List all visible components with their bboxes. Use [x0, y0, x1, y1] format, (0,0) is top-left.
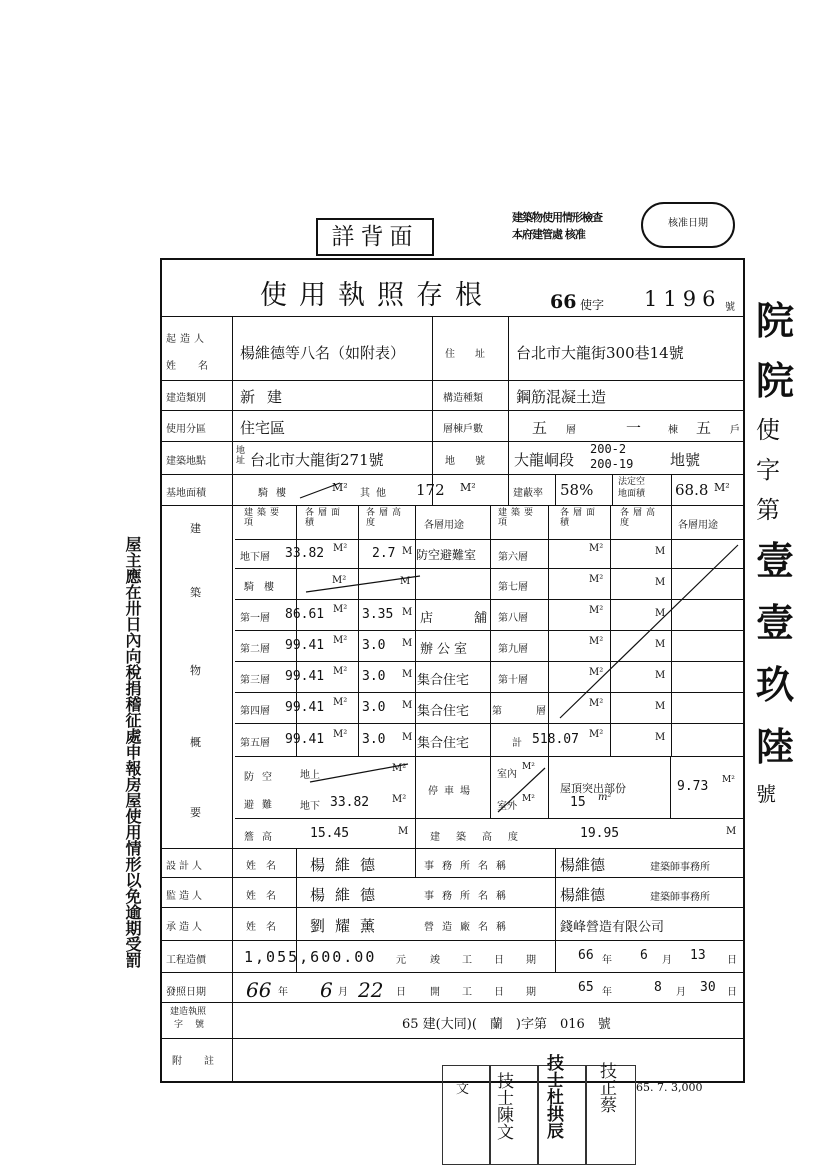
parking-in-label: 室內	[497, 769, 517, 780]
floor-area-5: 99.41	[285, 700, 325, 715]
lot-b2: 200-19	[590, 457, 634, 471]
detail-back-stamp: 詳背面	[316, 218, 434, 256]
floor-height-unit-2: M	[402, 607, 413, 618]
floor-use-0: 防空避難室	[416, 548, 477, 562]
done-day: 13	[690, 948, 706, 963]
hdr-use-right: 各層用途	[678, 520, 718, 531]
floor-area-2: 86.61	[285, 607, 325, 622]
contractor-label: 承造人	[166, 922, 205, 933]
eave-value: 15.45	[310, 826, 350, 841]
approval-stamp-circle-text: 核准日期	[668, 218, 708, 229]
floors-f: 戶	[730, 425, 740, 436]
side-char: 建	[190, 522, 201, 535]
supervisor-label: 監造人	[166, 891, 205, 902]
lot-c: 地號	[670, 451, 701, 469]
parking-out-unit: M²	[522, 794, 535, 804]
shelter-label-2: 避難	[244, 800, 280, 811]
approval-stamp-line2: 本府建管處 核准	[512, 228, 585, 241]
done-d: 日	[727, 955, 737, 966]
office-label-2: 事務所名稱	[424, 891, 514, 902]
contractor-name: 劉耀薰	[310, 917, 386, 935]
floor-area-unit-3: M²	[333, 635, 348, 646]
area-label: 基地面積	[166, 488, 206, 499]
form-code: 65. 7. 3,000	[636, 1081, 703, 1094]
company-label: 營造廠名稱	[424, 922, 514, 933]
floor-height-unit-1: M	[400, 576, 411, 587]
floors-a: 五	[532, 419, 548, 437]
floor-r-name-5: 第 層	[492, 706, 558, 717]
cost-unit: 元	[396, 955, 406, 966]
floor-r-name-2: 第八層	[498, 613, 528, 624]
strike-shelter-up	[310, 764, 408, 782]
approval-stamp-line1: 建築物使用情形檢查	[512, 211, 602, 224]
form-title: 使用執照存根	[260, 280, 494, 311]
office-suffix-1: 建築師事務所	[650, 862, 710, 873]
inspect-box-label-1: 文	[456, 1082, 470, 1097]
floor-height-unit-5: M	[402, 700, 413, 711]
side-char: 要	[190, 806, 201, 819]
office-name-1: 楊維德	[560, 856, 606, 874]
floor-use-6: 集合住宅	[417, 736, 470, 751]
shelter-down-label: 地下	[300, 801, 320, 812]
issue-d: 日	[396, 987, 406, 998]
floor-r-name-0: 第六層	[498, 552, 528, 563]
side-char: 概	[190, 736, 201, 749]
other-unit: M²	[460, 481, 476, 494]
cost-value: 1,055,600.00	[244, 948, 377, 966]
designer-name: 楊維德	[310, 856, 386, 874]
done-y: 年	[602, 955, 612, 966]
floor-height-unit-3: M	[402, 638, 413, 649]
applicant-address: 台北市大龍街300巷14號	[516, 344, 684, 362]
floors-b: 層	[566, 425, 576, 436]
contractor-name-label: 姓名	[246, 922, 286, 933]
floor-r-height-unit-1: M	[655, 577, 666, 588]
eave-unit: M	[398, 826, 409, 837]
right-char: 壹	[756, 600, 795, 645]
floor-use-5: 集合住宅	[417, 704, 470, 719]
office-label-1: 事務所名稱	[424, 861, 514, 872]
floors-e: 五	[696, 419, 712, 437]
floor-use-3: 辦公室	[420, 642, 472, 657]
strike-parking	[498, 768, 545, 812]
building-structure: 鋼筋混凝土造	[516, 388, 607, 406]
start-day: 30	[700, 980, 716, 995]
supervisor-name-label: 姓名	[246, 891, 286, 902]
stamp-c: 技正蔡	[596, 1062, 616, 1113]
floor-use-4: 集合住宅	[417, 673, 470, 688]
lot-a: 大龍峒段	[514, 451, 575, 469]
floor-area-unit-2: M²	[333, 604, 348, 615]
floor-name-1: 騎樓	[244, 582, 284, 593]
coverage: 58%	[560, 481, 594, 499]
floor-name-2: 第一層	[240, 613, 270, 624]
done-month: 6	[640, 948, 648, 963]
permit-no-suffix: 號	[725, 302, 735, 313]
right-char: 第	[756, 496, 780, 524]
parking-in-unit: M²	[522, 762, 535, 772]
side-char: 築	[190, 586, 201, 599]
building-type: 新建	[240, 388, 295, 406]
done-label: 竣工日期	[430, 955, 558, 966]
structure-label: 構造種類	[443, 393, 483, 404]
floor-r-height-unit-2: M	[655, 608, 666, 619]
start-y: 年	[602, 987, 612, 998]
floor-area-4: 99.41	[285, 669, 325, 684]
floor-height-0: 2.7	[372, 546, 396, 561]
shelter-up-label: 地上	[300, 770, 320, 781]
permit-no-prefix: 66	[550, 291, 577, 313]
floor-height-3: 3.0	[362, 638, 386, 653]
hdr-area-right: 各層面積	[560, 508, 600, 528]
start-m: 月	[676, 987, 686, 998]
left-margin-notice: 屋主應在卅日內向稅捐稽征處申報房屋使用情形以免逾期受罰	[123, 536, 142, 968]
floor-area-unit-0: M²	[333, 543, 348, 554]
right-char: 玖	[756, 662, 795, 707]
shelter-down-unit: M²	[392, 794, 407, 805]
done-year: 66	[578, 948, 594, 963]
roof-value: 9.73	[677, 779, 709, 794]
hdr-height-left: 各層高度	[366, 508, 406, 528]
parking-label: 停車場	[428, 786, 476, 797]
floor-area-unit-6: M²	[333, 729, 348, 740]
roof-unit: M²	[722, 775, 735, 785]
floor-r-area-unit-6: M²	[589, 729, 604, 740]
issue-year: 66	[246, 978, 272, 1002]
floor-r-area-unit-4: M²	[589, 667, 604, 678]
other-area: 172	[416, 481, 445, 499]
eave-label: 簷高	[244, 832, 280, 843]
hdr-item-left: 建築要項	[244, 508, 284, 528]
cost-label: 工程造價	[166, 955, 206, 966]
applicant-name: 楊維德等八名（如附表）	[240, 344, 406, 362]
floor-name-3: 第二層	[240, 644, 270, 655]
strike-right-floors	[560, 545, 738, 718]
permit-label-1: 建造執照	[170, 1007, 207, 1017]
strike-arcade-area	[300, 483, 340, 498]
floor-r-name-4: 第十層	[498, 675, 528, 686]
right-char: 院	[756, 298, 795, 343]
floor-height-2: 3.35	[362, 607, 394, 622]
floor-height-5: 3.0	[362, 700, 386, 715]
hdr-area-left: 各層面積	[305, 508, 345, 528]
roof-label: 屋頂突出部份	[560, 782, 626, 795]
shelter-label-1: 防空	[244, 772, 280, 783]
floor-area-6: 99.41	[285, 732, 325, 747]
right-char: 使	[756, 416, 780, 444]
floor-name-4: 第三層	[240, 675, 270, 686]
arcade-unit: M²	[332, 481, 348, 494]
floor-height-unit-4: M	[402, 669, 413, 680]
issue-y: 年	[278, 987, 288, 998]
office-suffix-2: 建築師事務所	[650, 892, 710, 903]
issue-day: 22	[358, 978, 384, 1002]
permit-number: 65 建(大同)( 蘭 )字第 016 號	[402, 1017, 611, 1032]
issue-month: 6	[320, 978, 333, 1002]
address-label: 住址	[445, 349, 505, 360]
building-height-label: 建築高度	[430, 832, 534, 843]
start-month: 8	[654, 980, 662, 995]
legal-label-1: 法定空	[618, 477, 646, 487]
floor-height-unit-0: M	[402, 546, 413, 557]
floor-r-area-unit-1: M²	[589, 574, 604, 585]
address-tag: 地址	[236, 446, 246, 466]
permit-no-number: 1196	[644, 287, 722, 311]
floor-r-name-1: 第七層	[498, 582, 528, 593]
legal-area: 68.8	[675, 481, 709, 499]
permit-label-2: 字號	[174, 1020, 217, 1030]
company-name: 錢峰營造有限公司	[560, 920, 665, 935]
floor-r-height-unit-4: M	[655, 670, 666, 681]
done-m: 月	[662, 955, 672, 966]
hdr-height-right: 各層高度	[620, 508, 660, 528]
office-name-2: 楊維德	[560, 886, 606, 904]
floors-label: 層棟戶數	[443, 424, 483, 435]
floor-height-4: 3.0	[362, 669, 386, 684]
building-zone: 住宅區	[240, 419, 286, 437]
applicant-label-a: 起造人	[166, 334, 208, 345]
building-height-unit: M	[726, 826, 737, 837]
floor-r-height-unit-5: M	[655, 701, 666, 712]
zone-label: 使用分區	[166, 424, 206, 435]
location-label: 建築地點	[166, 456, 206, 467]
parking-value-unit: m²	[598, 792, 612, 803]
side-char: 物	[190, 664, 201, 677]
coverage-label: 建蔽率	[513, 488, 543, 499]
note-label: 附註	[172, 1056, 236, 1067]
lot-b1: 200-2	[590, 442, 627, 456]
floor-area-unit-5: M²	[333, 697, 348, 708]
floor-name-5: 第四層	[240, 706, 270, 717]
type-label: 建造類別	[166, 393, 206, 404]
floor-area-unit-1: M²	[332, 575, 347, 586]
start-year: 65	[578, 980, 594, 995]
floor-r-area-unit-0: M²	[589, 543, 604, 554]
floor-area-unit-4: M²	[333, 666, 348, 677]
floor-use-2: 店 舖	[420, 611, 502, 626]
parking-out-label: 室外	[497, 801, 517, 812]
arcade-label: 騎樓	[258, 488, 294, 499]
floor-area-0: 33.82	[285, 546, 325, 561]
shelter-down-value: 33.82	[330, 795, 370, 810]
other-label: 其他	[360, 488, 392, 499]
issue-m: 月	[338, 987, 348, 998]
right-char: 字	[756, 456, 780, 484]
floor-name-6: 第五層	[240, 738, 270, 749]
floor-r-height-unit-6: M	[655, 732, 666, 743]
floor-r-name-6: 計	[512, 738, 522, 749]
strike-arcade-row	[306, 576, 420, 592]
parking-value: 15	[570, 795, 586, 810]
start-label: 開工日期	[430, 987, 558, 998]
floor-r-height-unit-3: M	[655, 639, 666, 650]
floor-r-height-unit-0: M	[655, 546, 666, 557]
floor-area-3: 99.41	[285, 638, 325, 653]
lot-label: 地號	[445, 456, 505, 467]
designer-name-label: 姓名	[246, 861, 286, 872]
right-char: 壹	[756, 538, 795, 583]
legal-label-2: 地面積	[618, 489, 646, 499]
floor-r-name-3: 第九層	[498, 644, 528, 655]
stamp-a: 技士陳文	[493, 1072, 513, 1140]
right-char: 院	[756, 358, 795, 403]
building-height-value: 19.95	[580, 826, 620, 841]
start-d: 日	[727, 987, 737, 998]
floor-r-area-unit-3: M²	[589, 636, 604, 647]
site-location: 台北市大龍街271號	[250, 451, 384, 469]
right-char: 號	[756, 782, 776, 806]
legal-unit: M²	[714, 481, 730, 494]
floor-name-0: 地下層	[240, 552, 270, 563]
shelter-up-unit: M²	[392, 763, 407, 774]
floor-r-area-unit-5: M²	[589, 698, 604, 709]
floor-total-area: 518.07	[532, 732, 579, 747]
applicant-label-b: 姓名	[166, 361, 230, 372]
permit-no-mid: 使字	[580, 298, 605, 312]
stamp-b: 技士杜拱辰	[543, 1054, 563, 1139]
hdr-use-left: 各層用途	[424, 520, 464, 531]
floor-height-unit-6: M	[402, 732, 413, 743]
issue-label: 發照日期	[166, 987, 206, 998]
floors-c: 一	[626, 419, 642, 437]
floors-d: 棟	[668, 425, 678, 436]
floor-r-area-unit-2: M²	[589, 605, 604, 616]
right-char: 陸	[756, 724, 795, 769]
designer-label: 設計人	[166, 861, 205, 872]
floor-height-6: 3.0	[362, 732, 386, 747]
hdr-item-right: 建築要項	[498, 508, 538, 528]
supervisor-name: 楊維德	[310, 886, 386, 904]
